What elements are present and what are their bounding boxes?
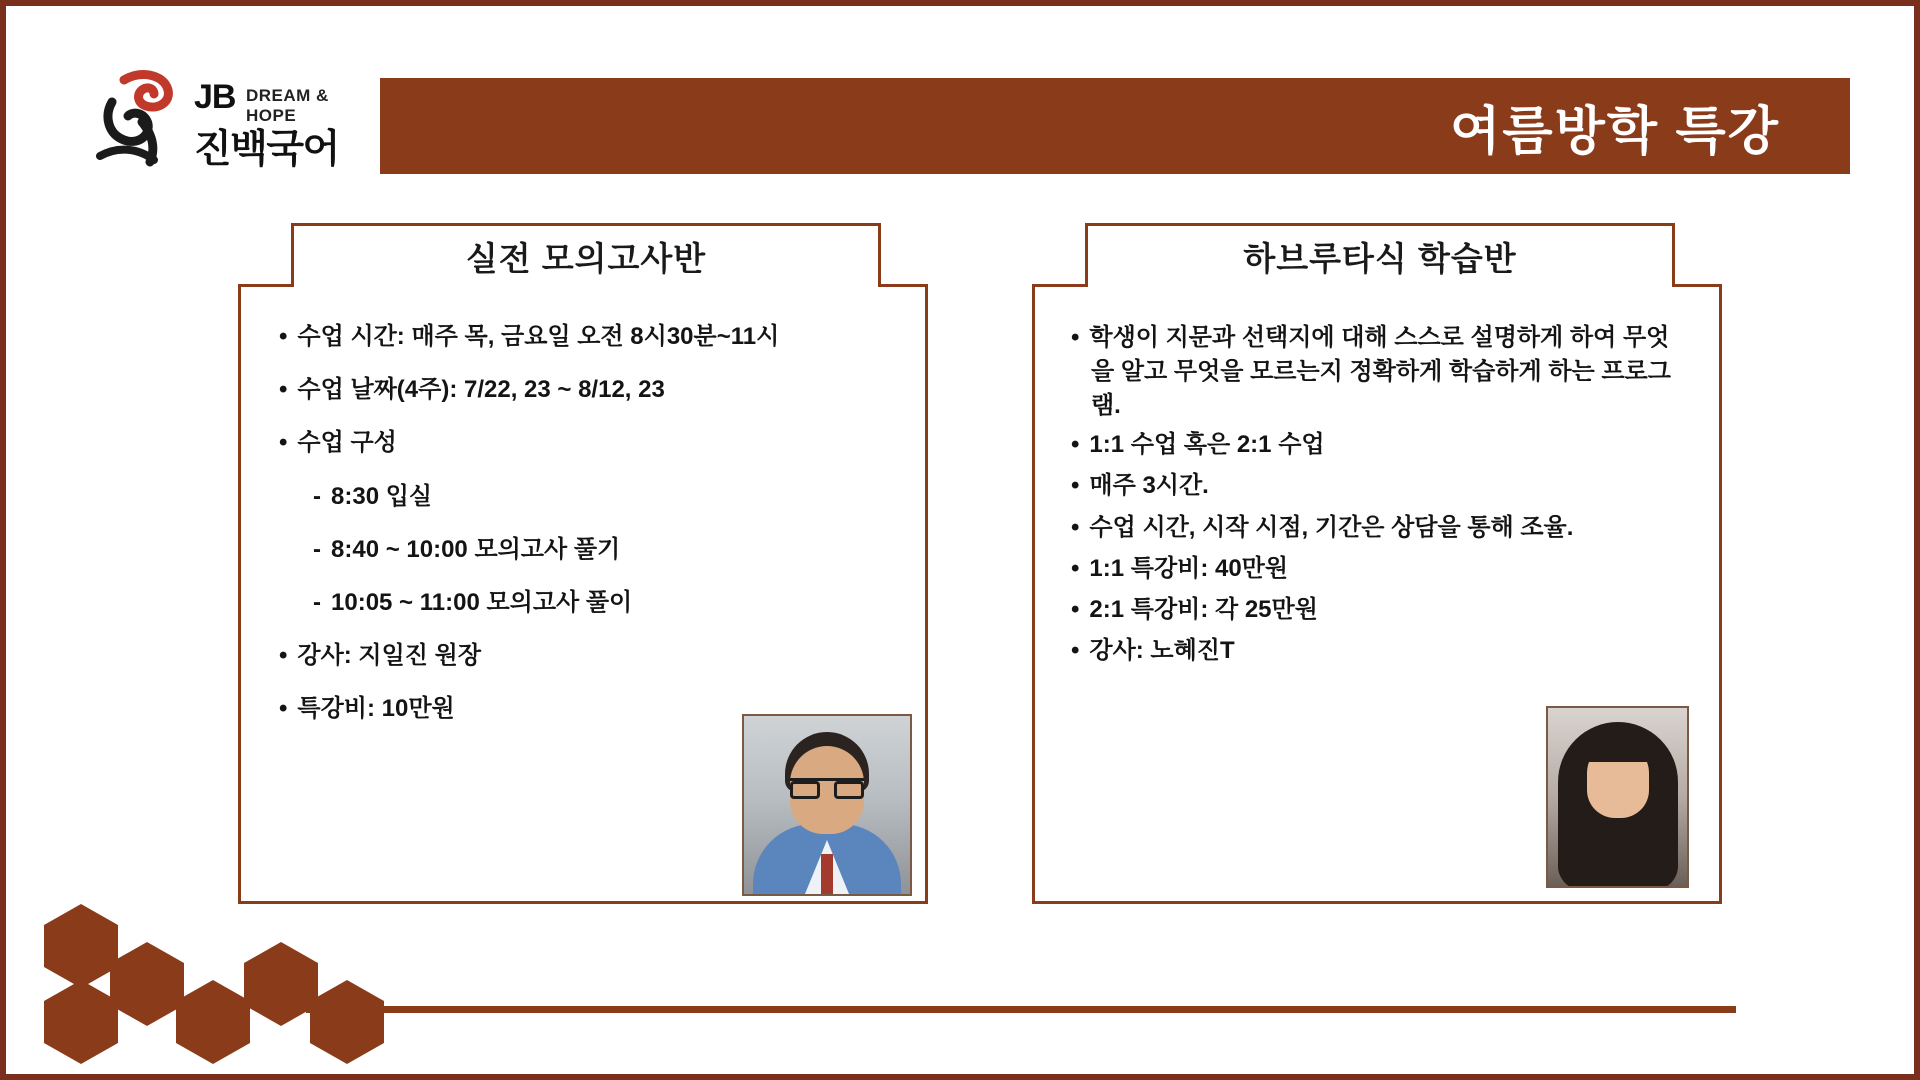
list-item: • 강사: 노혜진T: [1065, 635, 1689, 666]
logo-brand-en: JB: [194, 78, 236, 116]
hex-decoration: [44, 980, 118, 1064]
hex-decoration: [176, 980, 250, 1064]
list-item: • 수업 날짜(4주): 7/22, 23 ~ 8/12, 23: [271, 374, 895, 405]
hex-decoration: [110, 942, 184, 1026]
list-item: • 학생이 지문과 선택지에 대해 스스로 설명하게 하여 무엇을 알고 무엇을 모르는지 정확하게 학습하게 하는 프로그램.: [1065, 321, 1689, 423]
list-havruta: [1065, 321, 1689, 666]
logo-tagline: DREAM & HOPE: [246, 86, 329, 125]
list-item: • 수업 구성: [271, 427, 895, 458]
list-item: - 8:30 입실: [271, 481, 895, 512]
slide-title-bar: [380, 78, 1850, 174]
jb-swirl-logo-icon: [94, 68, 190, 168]
instructor-photo-left: [742, 714, 912, 896]
page-title: 여름방학 특강: [1450, 102, 1780, 161]
hex-decoration: [244, 942, 318, 1026]
card-header-havruta: [1085, 223, 1675, 287]
photo-tie-shape: [821, 854, 833, 894]
list-item: • 특강비: 10만원: [271, 693, 895, 724]
card-header-mock-exam: [291, 223, 881, 287]
card-title-mock-exam: 실전 모의고사반: [465, 240, 707, 277]
list-item: • 수업 시간: 매주 목, 금요일 오전 8시30분~11시: [271, 321, 895, 352]
list-item: • 수업 시간, 시작 시점, 기간은 상담을 통해 조율.: [1065, 512, 1689, 543]
hex-decoration: [44, 904, 118, 988]
glasses-icon: [790, 778, 864, 798]
photo-fringe-shape: [1584, 736, 1652, 762]
card-title-havruta: 하브루타식 학습반: [1243, 240, 1517, 277]
list-item: • 1:1 특강비: 40만원: [1065, 553, 1689, 584]
instructor-photo-right: [1546, 706, 1689, 888]
list-item: - 8:40 ~ 10:00 모의고사 풀기: [271, 534, 895, 565]
logo-brand-kr: 진백국어: [194, 128, 339, 171]
list-item: • 강사: 지일진 원장: [271, 640, 895, 671]
brand-logo: [94, 66, 364, 176]
list-item: • 1:1 수업 혹은 2:1 수업: [1065, 429, 1689, 460]
list-item: - 10:05 ~ 11:00 모의고사 풀이: [271, 587, 895, 618]
list-mock-exam: [271, 321, 895, 725]
hex-decoration: [310, 980, 384, 1064]
list-item: • 매주 3시간.: [1065, 470, 1689, 501]
decorative-rule: [306, 1006, 1736, 1013]
list-item: • 2:1 특강비: 각 25만원: [1065, 594, 1689, 625]
